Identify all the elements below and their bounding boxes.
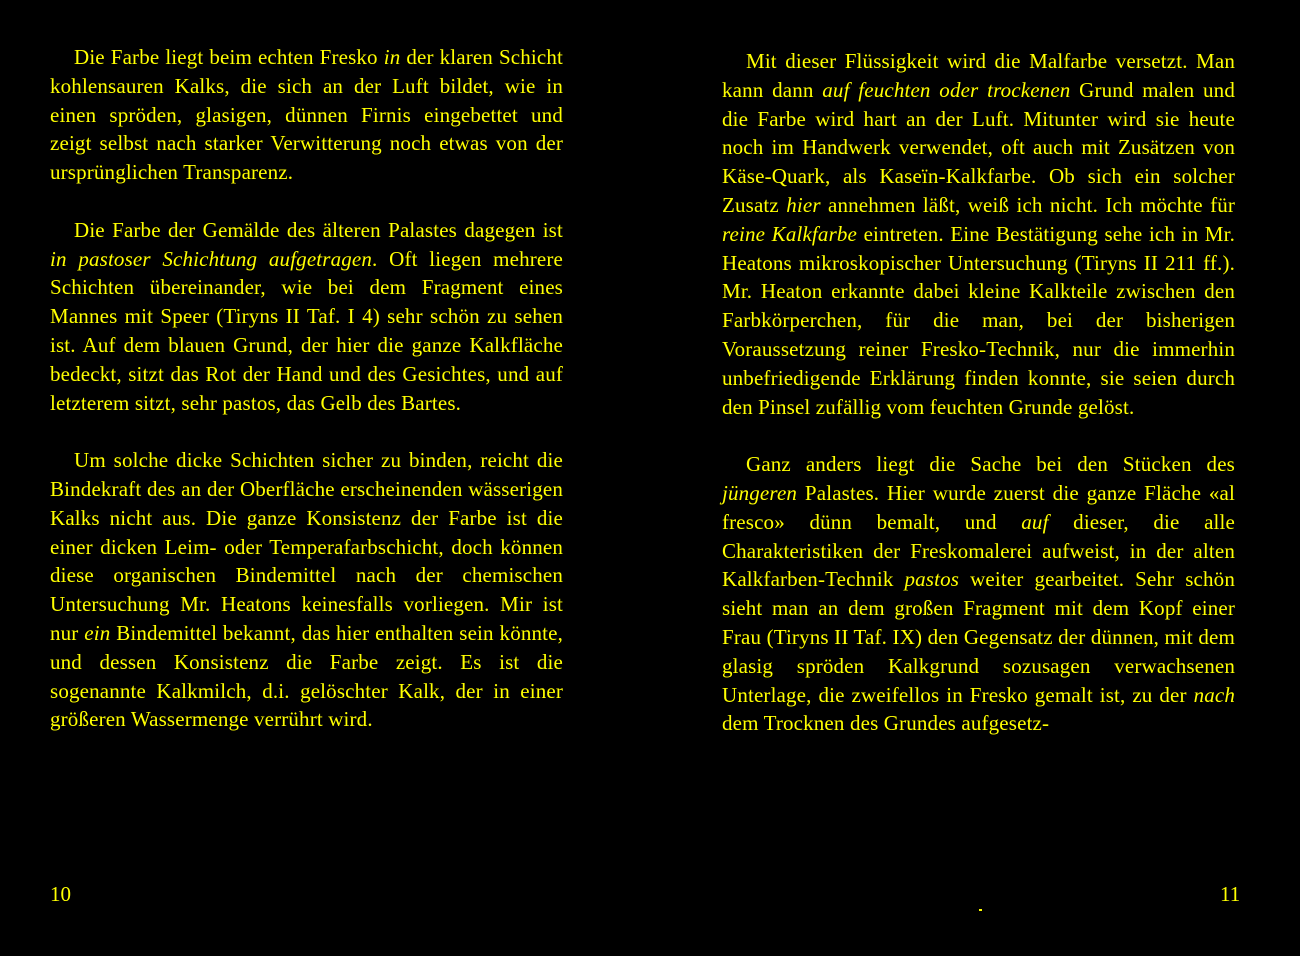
italic-run: reine Kalkfarbe (722, 221, 858, 246)
text-run: dem Trocknen des Grundes aufgesetz- (722, 711, 1050, 736)
paragraph (722, 47, 1235, 421)
text-run: Grund malen und die Farbe wird hart an der Luft. Mitunter wird sie heute noch im Handwerk verwendet, oft auch mit Zusätzen von Käse-Quark, als Kaseïn-Kalkfarbe. Ob sich ein solcher Zusatz (722, 77, 1235, 217)
italic-run: pastos (904, 567, 960, 592)
italic-run: in (383, 45, 401, 69)
text-run: Ganz anders liegt die Sache bei den Stücken des (746, 452, 1235, 477)
right-page-text (722, 47, 1235, 738)
text-run: Bindemittel bekannt, das hier enthalten sein könnte, und dessen Konsistenz die Farbe zeigt. Es ist die sogenannte Kalkmilch, d.i. gelöschter Kalk, der in einer größeren Wassermenge verrührt wird. (50, 620, 563, 732)
text-run: weiter gearbeitet. Sehr schön sieht man an dem großen Fragment mit dem Kopf einer Frau (Tiryns II Taf. IX) den Gegensatz der dünnen, mit dem glasig spröden Kalkgrund sozusagen verwachsenen Unterlage, die zweifellos in Fresko gemalt ist, zu der (722, 567, 1235, 707)
italic-run: auf feuchten oder trockenen (822, 77, 1071, 102)
paragraph (50, 43, 563, 187)
text-run: Die Farbe der Gemälde des älteren Palastes dagegen ist (74, 217, 563, 242)
page-number-left: 10 (50, 882, 71, 906)
italic-run: in pastoser Schichtung aufgetragen (50, 246, 373, 271)
text-run: Palastes. Hier wurde zuerst die ganze Fläche «al fresco» dünn bemalt, und (722, 480, 1235, 534)
text-run: der klaren Schicht kohlensauren Kalks, die sich an der Luft bildet, wie in einen spröden, glasigen, dünnen Firnis eingebettet und zeigt selbst nach starker Verwitterung noch etwas von der ursprünglichen Transparenz. (50, 45, 563, 185)
text-run: Die Farbe liegt beim echten Fresko (74, 45, 384, 69)
paragraph (722, 450, 1235, 738)
text-run: Mit dieser Flüssigkeit wird die Malfarbe versetzt. Man kann dann (722, 49, 1235, 102)
right-page (650, 0, 1300, 956)
italic-run: ein (84, 620, 111, 645)
italic-run: jüngeren (722, 480, 798, 505)
italic-run: nach (1193, 682, 1235, 707)
text-run: Um solche dicke Schichten sicher zu binden, reicht die Bindekraft des an der Oberfläche erscheinenden wässerigen Kalks nicht aus. Die ganze Konsistenz der Farbe ist die einer dicken Leim- oder Temperafarbschicht, doch können diese organischen Bindemittel nach der chemischen Untersuchung Mr. Heatons keinesfalls vorliegen. Mir ist nur (50, 448, 563, 645)
page-number-right: 11 (1220, 882, 1241, 906)
italic-run: hier (786, 192, 821, 217)
text-run: dieser, die alle Charakteristiken der Freskomalerei aufweist, in der alten Kalkfarben-Technik (722, 509, 1235, 592)
italic-run: auf (1021, 509, 1049, 534)
text-run: eintreten. Eine Bestätigung sehe ich in Mr. Heatons mikroskopischer Untersuchung (Tiryns II 211 ff.). Mr. Heaton erkannte dabei kleine Kalkteile zwischen den Farbkörperchen, für die man, bei der bisherigen Voraussetzung reiner Fresko-Technik, nur die immerhin unbefriedigende Erklärung finden konnte, sie seien durch den Pinsel zufällig vom feuchten Grunde gelöst. (722, 221, 1235, 419)
text-run: annehmen läßt, weiß ich nicht. Ich möchte für (820, 192, 1236, 217)
text-run: . Oft liegen mehrere Schichten übereinander, wie bei dem Fragment eines Mannes mit Speer (Tiryns II Taf. I 4) sehr schön zu sehen ist. Auf dem blauen Grund, der hier die ganze Kalkfläche bedeckt, sitzt das Rot der Hand und des Gesichtes, und auf letzterem sitzt, sehr pastos, das Gelb des Bartes. (50, 246, 563, 415)
left-page-text (50, 43, 563, 734)
scan-speck (979, 909, 982, 911)
paragraph (50, 446, 563, 734)
paragraph (50, 216, 563, 418)
